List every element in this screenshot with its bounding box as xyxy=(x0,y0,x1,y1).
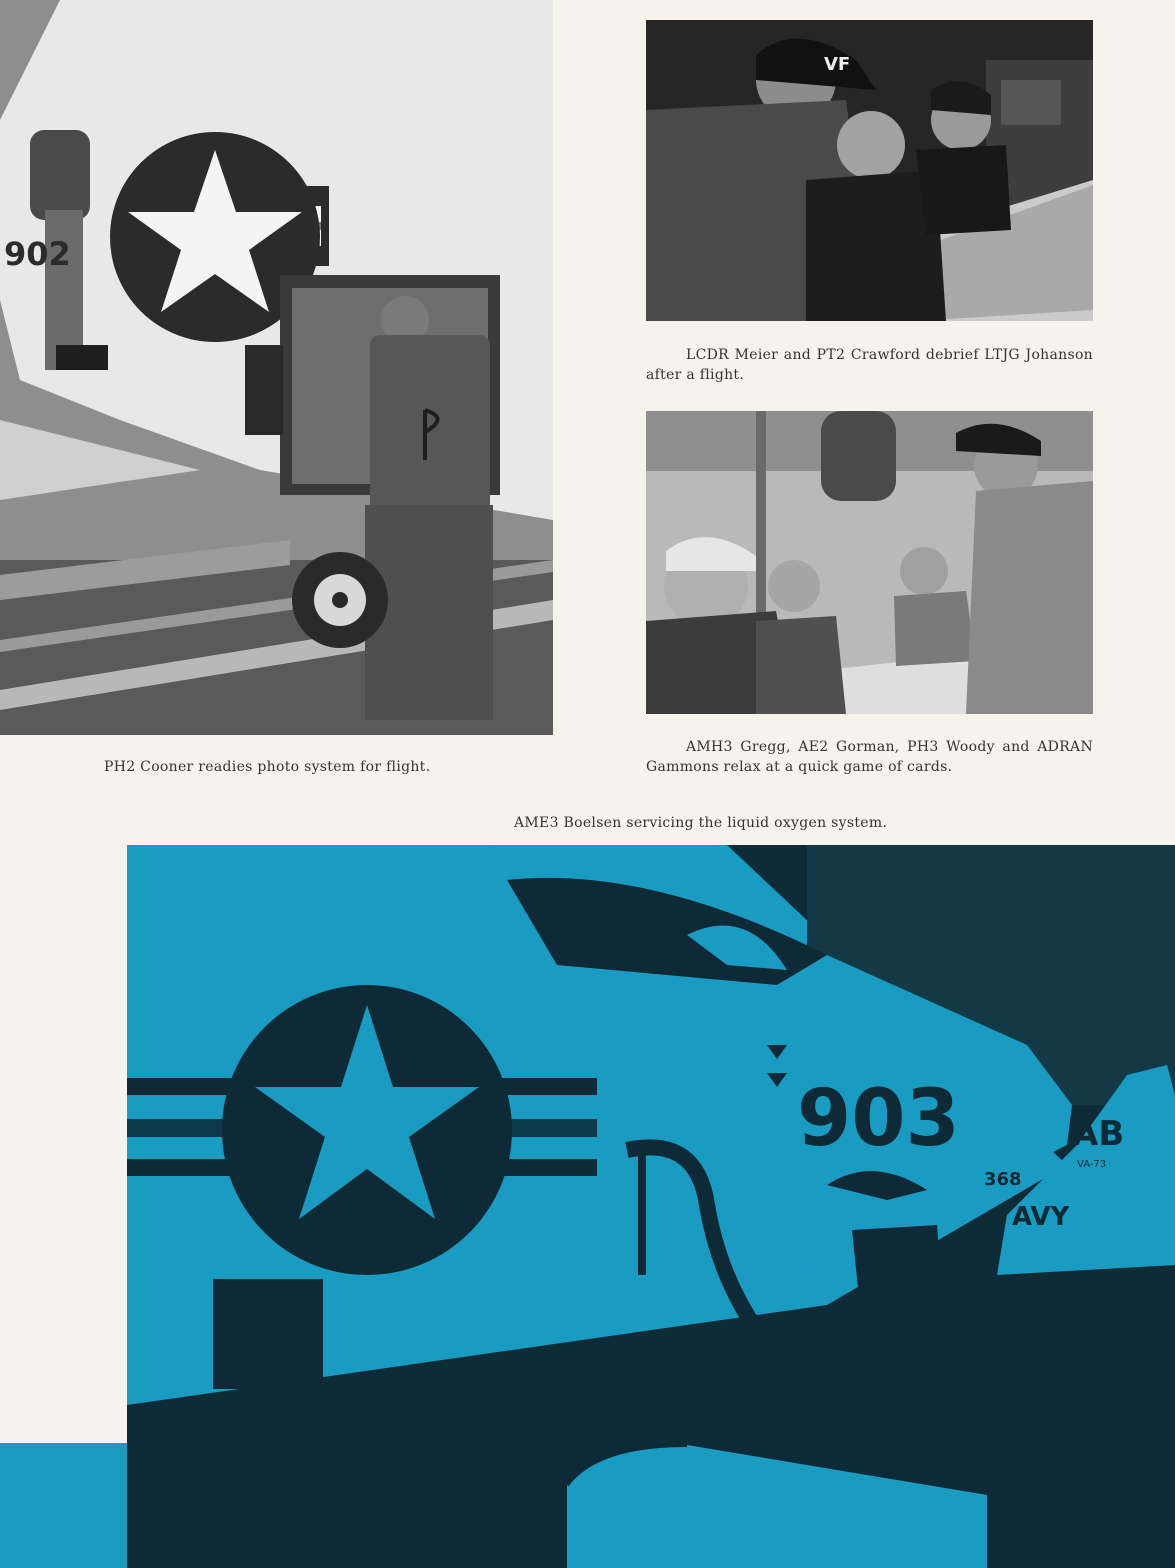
caption-card-game xyxy=(646,737,1093,777)
caption-debrief-text: LCDR Meier and PT2 Crawford debrief LTJG Johanson after a flight. xyxy=(646,347,1093,383)
caption-cooner: PH2 Cooner readies photo system for flight. xyxy=(104,759,431,775)
tail-unit: VA-73 xyxy=(1077,1159,1107,1170)
teal-accent-strip xyxy=(0,1443,127,1568)
side-number-fragment: 902 xyxy=(4,235,71,273)
other-aircraft-number: 368 xyxy=(984,1169,1022,1190)
cap-letters: VF xyxy=(824,54,851,75)
caption-card-game-text: AMH3 Gregg, AE2 Gorman, PH3 Woody and ADRAN Gammons relax at a quick game of cards. xyxy=(646,739,1093,775)
tail-code: AB xyxy=(1072,1114,1125,1154)
photo-debrief xyxy=(646,20,1093,321)
photo-lox-servicing xyxy=(127,845,1175,1568)
photo-card-game xyxy=(646,411,1093,714)
navy-lettering: AVY xyxy=(1012,1202,1070,1232)
caption-lox: AME3 Boelsen servicing the liquid oxygen system. xyxy=(514,815,888,831)
caption-debrief xyxy=(646,345,1093,385)
side-number: 903 xyxy=(797,1074,960,1164)
photo-crew-at-aircraft xyxy=(0,0,553,735)
